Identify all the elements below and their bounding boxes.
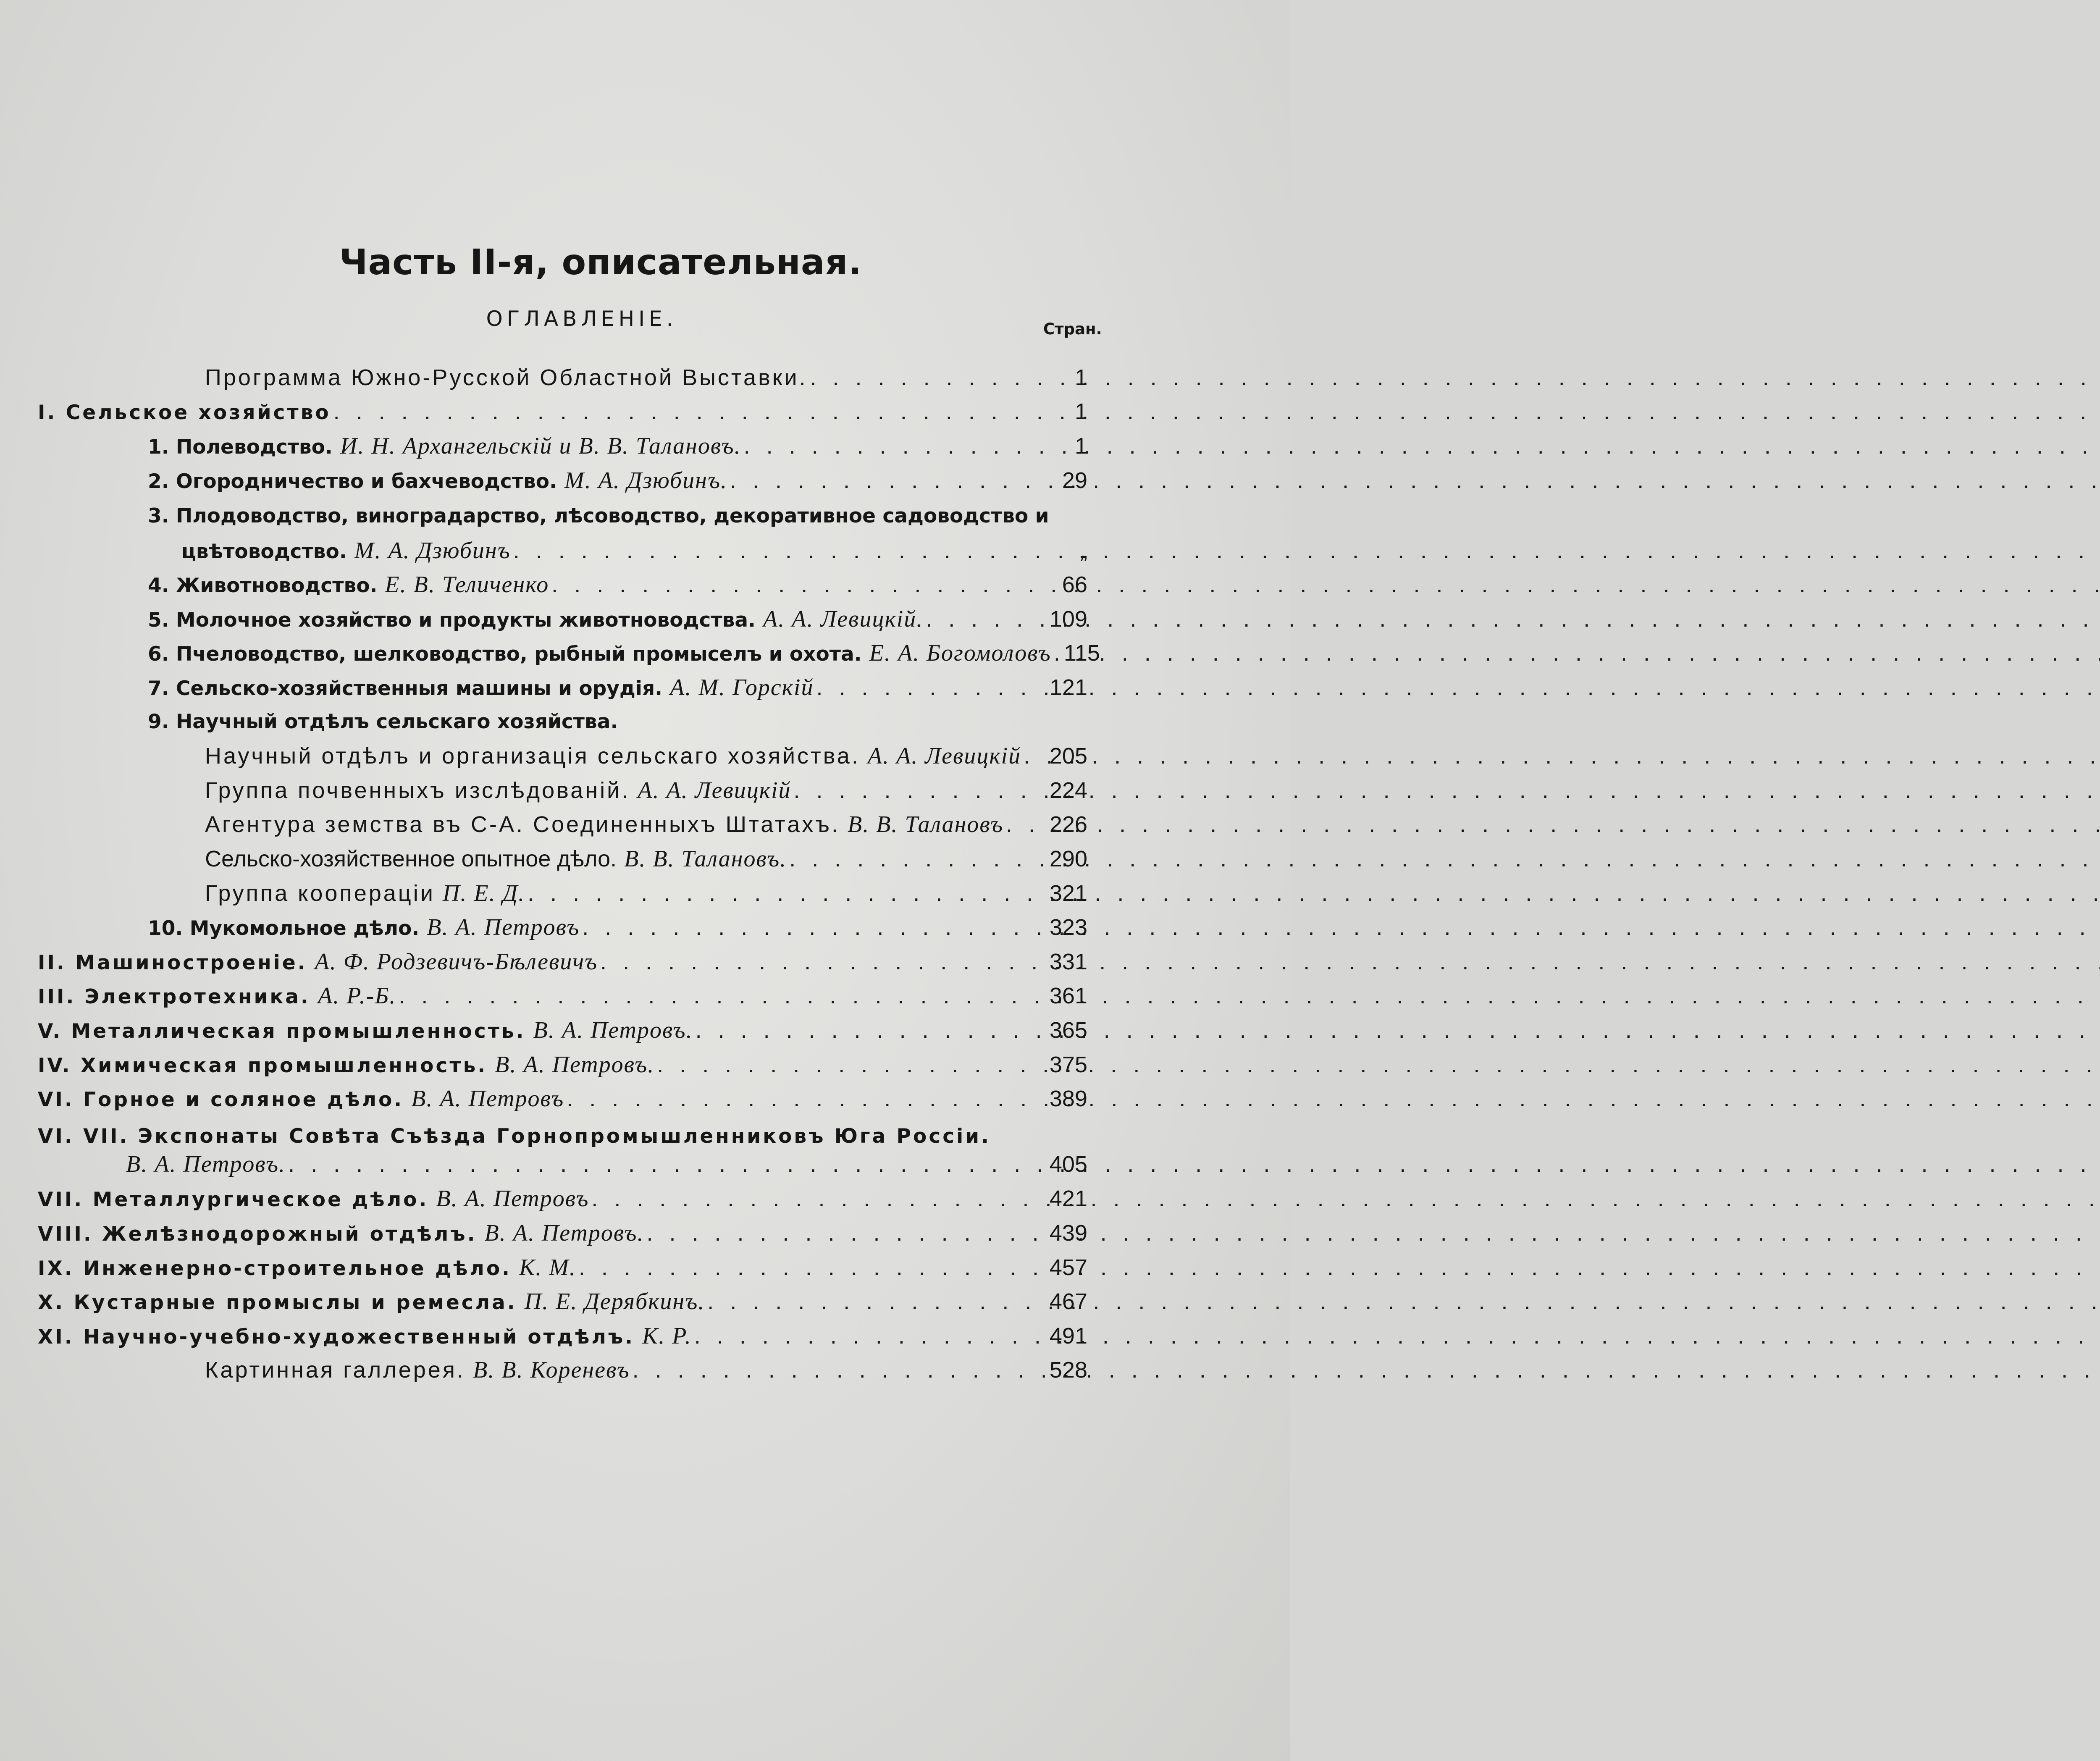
dot-leader [787,842,1048,876]
toc-entry-page: „ [1080,538,1087,563]
toc-entry-page: 365 [1049,1018,1087,1043]
toc-entry-page: 375 [1049,1052,1087,1077]
toc-entry-author: А. А. Левицкій [638,777,791,803]
dot-leader [331,394,1060,429]
toc-entry-1-9-e [205,876,1087,911]
toc-entry-section-6-7 [126,1147,1087,1181]
toc-entry-page: 1 [1074,433,1087,459]
toc-entry-section-9 [38,1250,1087,1285]
toc-entry-label: 4. Животноводство. [148,574,378,597]
toc-entry-gallery [205,1353,1087,1387]
toc-entry-label: X. Кустарные промыслы и ремесла. [38,1291,517,1314]
toc-entry-section-7 [38,1181,1087,1216]
toc-entry-label: III. Электротехника. [38,985,310,1008]
toc-entry-author: В. А. Петровъ. [533,1017,693,1043]
dot-leader [589,1181,1048,1216]
toc-entry-author: В. А. Петровъ [436,1186,589,1212]
toc-entry-page: 115 [1063,640,1100,666]
dot-leader [630,1353,1048,1387]
dot-leader [511,533,1060,568]
toc-entry-label: Группа коопераціи [205,881,435,906]
toc-entry-label: 10. Мукомольное дѣло. [148,917,420,940]
toc-entry-label: Научный отдѣлъ и организація сельскаго хозяйства. [205,743,860,769]
toc-entry-section-4 [38,1047,1087,1082]
toc-entry-label: Агентура земства въ С-А. Соединенныхъ Штатахъ. [205,812,840,837]
dot-leader [525,876,1048,911]
toc-entry-label: Программа Южно-Русской Областной Выставки. [205,365,808,390]
toc-entry-label: 2. Огородничество и бахчеводство. [148,470,557,493]
dot-leader [741,429,1060,463]
toc-entry-label: VI. Горное и соляное дѣло. [38,1088,404,1111]
toc-entry-author: М. А. Дзюбинъ. [564,467,728,493]
toc-entry-author: В. В. Талановъ [847,811,1004,837]
dot-leader [693,1013,1048,1047]
toc-entry-1-1 [148,429,1087,463]
dot-leader [1051,636,1062,670]
toc-entry-page: 226 [1049,812,1087,837]
toc-entry-page: 321 [1049,881,1087,906]
toc-entry-page: 467 [1049,1289,1087,1314]
toc-entry-1-4 [148,567,1087,602]
toc-entry-label: 7. Сельско-хозяйственныя машины и орудія. [148,677,663,700]
toc-entry-page: 205 [1049,743,1087,769]
toc-entry-author: Е. В. Теличенко [385,572,549,598]
toc-entry-page: 439 [1049,1220,1087,1246]
toc-entry-label: 5. Молочное хозяйство и продукты животноводства. [148,609,756,632]
page-column-label: Стран. [1043,320,1102,338]
toc-entry-author: А. А. Левицкій [867,743,1021,769]
dot-leader [549,567,1060,602]
toc-entry-section-6 [38,1081,1087,1116]
toc-entry-page: 457 [1049,1255,1087,1280]
toc-entry-author: И. Н. Архангельскій и В. В. Талановъ. [340,433,741,459]
toc-entry-page: 1 [1074,399,1087,424]
toc-entry-page: 491 [1049,1323,1087,1349]
toc-entry-author: А. Р.-Б. [318,983,396,1009]
toc-entry-1-9-a [205,739,1087,773]
toc-entry-author: К. М. [519,1254,576,1281]
toc-entry-label: Сельско-хозяйственное опытное дѣло. [205,846,617,871]
toc-entry-page: 331 [1049,949,1087,974]
toc-entry-1-9-b [205,773,1087,808]
toc-entry-label: I. Сельское хозяйство [38,401,331,424]
dot-leader [564,1081,1048,1116]
toc-entry-author: К. Р. [642,1323,692,1349]
dot-leader [396,979,1048,1013]
dot-leader [654,1047,1048,1082]
toc-entry-page: 528 [1049,1357,1087,1383]
toc-entry-label: VIII. Желѣзнодорожный отдѣлъ. [38,1223,477,1246]
toc-entry-1-7 [148,670,1087,705]
dot-leader [1021,739,1048,773]
dot-leader [598,945,1048,979]
toc-entry-label-continuation: цвѣтоводство. [181,540,347,563]
toc-entry-page: 224 [1049,778,1087,803]
toc-entry-page: 361 [1049,983,1087,1008]
toc-entry-section-8 [38,1216,1087,1250]
toc-entry-1-9-c [205,807,1087,842]
toc-entry-1-9-d [205,842,1087,876]
toc-entry-page: 66 [1062,572,1087,597]
dot-leader [814,670,1047,705]
toc-entry-label: VII. Металлургическое дѣло. [38,1188,429,1211]
toc-entry-section-5 [38,1013,1087,1047]
dot-leader [923,602,1048,636]
dot-leader [727,463,1060,498]
dot-leader [286,1147,1048,1181]
toc-entry-1-3-label: 3. Плодоводство, виноградарство, лѣсоводство, декоративное садоводство и [148,504,1049,528]
dot-leader [808,360,1060,395]
toc-entry-author: П. Е. Д. [442,880,525,906]
toc-entry-label: V. Металлическая промышленность. [38,1020,526,1043]
toc-entry-program [205,360,1087,395]
toc-entry-label: IX. Инженерно-строительное дѣло. [38,1257,512,1280]
toc-entry-author: В. А. Петровъ. [495,1052,655,1078]
toc-entry-page: 121 [1049,675,1087,700]
toc-entry-page: 421 [1049,1186,1087,1211]
page-title: Часть II-я, описательная. [339,241,862,283]
toc-entry-page: 1 [1074,365,1087,390]
toc-entry-label: Картинная галлерея. [205,1357,466,1383]
toc-entry-page: 323 [1049,915,1087,940]
toc-entry-section-6-7-label: VI. VII. Экспонаты Совѣта Съѣзда Горнопромышленниковъ Юга Россіи. [38,1125,991,1148]
dot-leader [576,1250,1048,1285]
toc-entry-section-2 [38,945,1087,979]
toc-entry-label: 1. Полеводство. [148,436,333,459]
toc-entry-page: 405 [1049,1152,1087,1177]
toc-entry-author: В. А. Петровъ [427,914,580,940]
dot-leader [580,910,1048,945]
toc-entry-label: II. Машиностроеніе. [38,951,307,974]
toc-entry-page: 29 [1062,468,1087,493]
dot-leader [1003,807,1048,842]
toc-entry-author: В. А. Петровъ. [484,1220,644,1246]
dot-leader [644,1216,1048,1250]
toc-entry-1-10 [148,910,1087,945]
toc-entry-author: В. А. Петровъ. [126,1151,286,1177]
toc-entry-label: Группа почвенныхъ изслѣдованій. [205,778,630,803]
toc-entry-1-3 [181,533,1087,568]
toc-entry-author: М. А. Дзюбинъ [354,538,511,564]
toc-entry-author: А. М. Горскій [670,674,814,701]
toc-entry-label: 6. Пчеловодство, шелководство, рыбный промыселъ и охота. [148,643,862,666]
toc-entry-section-1 [38,394,1087,429]
toc-entry-1-2 [148,463,1087,498]
dot-leader [692,1319,1048,1353]
toc-entry-author: В. В. Талановъ. [624,846,787,872]
toc-entry-page: 109 [1049,606,1087,632]
toc-entry-section-3 [38,979,1087,1013]
toc-entry-1-9-label: 9. Научный отдѣлъ сельскаго хозяйства. [148,710,618,733]
toc-entry-author: Е. А. Богомоловъ [869,640,1051,666]
toc-entry-label: XI. Научно-учебно-художественный отдѣлъ. [38,1325,635,1349]
toc-entry-1-6 [148,636,1100,670]
toc-entry-label: IV. Химическая промышленность. [38,1054,488,1077]
toc-entry-page: 290 [1049,846,1087,871]
toc-entry-section-10 [38,1284,1087,1319]
dot-leader [705,1284,1048,1319]
toc-entry-author: В. А. Петровъ [411,1086,564,1112]
toc-entry-author: П. Е. Дерябкинъ. [524,1289,705,1315]
toc-entry-author: А. А. Левицкій. [763,606,924,632]
toc-entry-page: 389 [1049,1086,1087,1111]
dot-leader [791,773,1048,808]
contents-heading: ОГЛАВЛЕНІЕ. [486,307,677,331]
toc-entry-1-5 [148,602,1087,636]
toc-entry-author: А. Ф. Родзевичъ-Бѣлевичъ [315,949,598,975]
toc-entry-section-11 [38,1319,1087,1353]
toc-entry-author: В. В. Кореневъ [473,1357,630,1383]
